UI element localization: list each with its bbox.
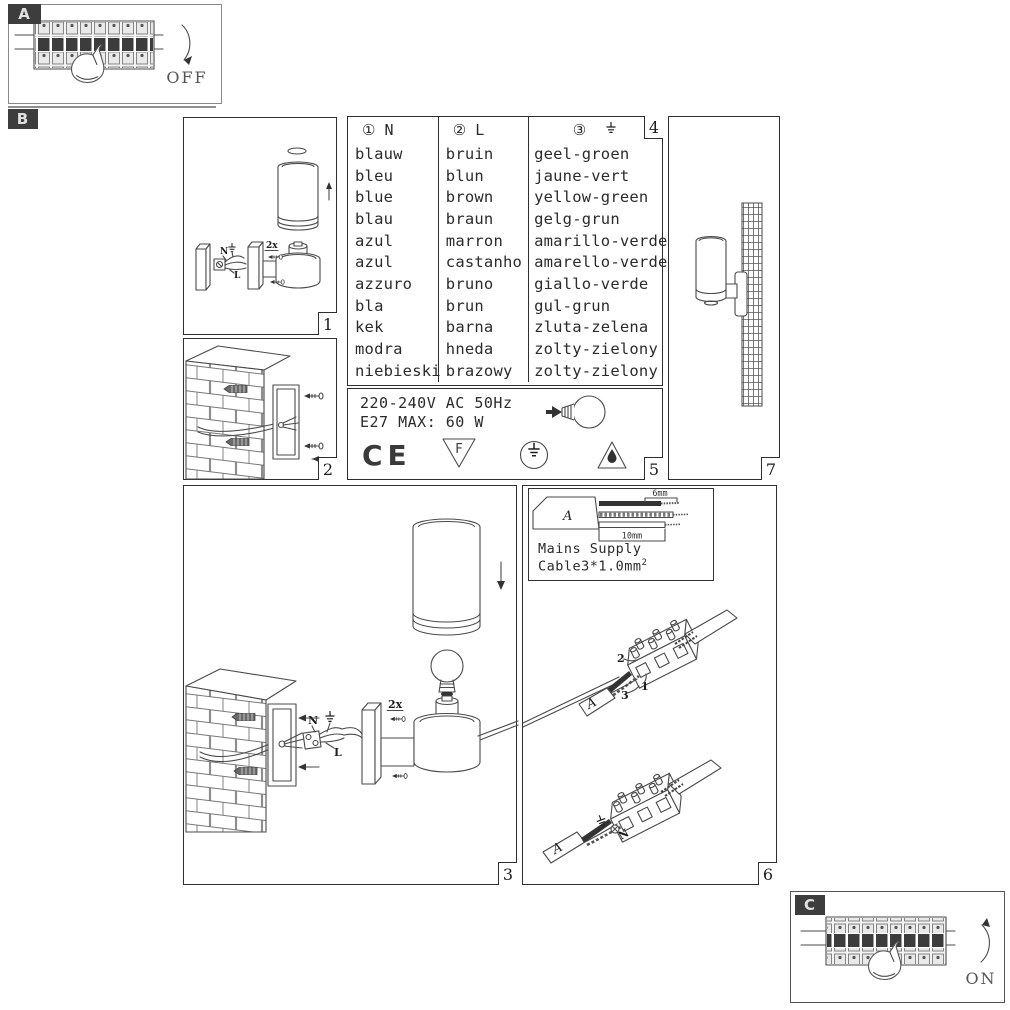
- assembly-illustration: [184, 486, 518, 886]
- earth-icon: [228, 243, 235, 251]
- f-symbol-letter: F: [455, 442, 463, 457]
- off-label: OFF: [166, 68, 208, 87]
- terminal-block: [619, 615, 704, 688]
- panel-number-7: 7: [761, 457, 780, 480]
- panel-7-finished-lamp: [668, 116, 780, 480]
- earth-icon: [326, 711, 335, 721]
- breaker-off-illustration: [9, 5, 223, 105]
- panel-number-5: 5: [644, 457, 663, 480]
- panel-5-specs: [347, 388, 663, 480]
- spec-symbols: [348, 389, 664, 481]
- screw-icon: [268, 255, 282, 260]
- earth-icon: [604, 123, 618, 137]
- screw-icon: [390, 717, 405, 722]
- sheath-label: A: [584, 694, 600, 713]
- brick-wall: [186, 361, 264, 479]
- table-row: azzuro bruno giallo-verde: [348, 273, 662, 295]
- panel-4-wire-table: [347, 116, 668, 386]
- panel-6-terminal-wiring: [522, 485, 777, 885]
- wire-1-label: 1: [641, 680, 649, 693]
- sheath-label: A: [563, 509, 573, 524]
- breaker-toggles: [35, 38, 153, 51]
- bracket-plate: [362, 710, 375, 784]
- voltage-spec: 220-240V AC 50Hz: [360, 394, 513, 412]
- table-row: bla brun gul-grun: [348, 295, 662, 317]
- table-row: azul castanho amarello-verde: [348, 251, 662, 273]
- wall-plate: [196, 249, 206, 290]
- mount-plate-illustration: [184, 339, 338, 481]
- wires: [320, 728, 344, 742]
- wall-anchor-icon: [232, 714, 255, 721]
- mounting-plate: [268, 704, 296, 786]
- table-row: bleu blun jaune-vert: [348, 165, 662, 187]
- panel-number-1: 1: [318, 312, 337, 335]
- badge-b: B: [8, 109, 38, 129]
- arrow-down-curve-icon: [182, 25, 190, 60]
- ce-mark: CE: [362, 439, 412, 472]
- terminal-block: [303, 731, 321, 749]
- table-row: niebieski brazowy zolty-zielony: [348, 360, 662, 382]
- finished-lamp-illustration: [669, 117, 781, 481]
- cable-sheath: [543, 832, 585, 863]
- terminal-blocks-illustration: [523, 486, 778, 886]
- wall-anchor-icon: [224, 386, 247, 393]
- arrow-right-icon: [552, 406, 562, 418]
- bulb-icon: [573, 396, 605, 428]
- neutral-label: N: [308, 714, 319, 727]
- wall-anchor-icon: [226, 439, 249, 446]
- bulb-icon: [431, 650, 463, 682]
- screw-qty-label: 2x: [266, 241, 278, 251]
- bracket-arm: [263, 261, 277, 277]
- divider-line: [8, 106, 216, 108]
- arrow-up-curve-icon: [981, 925, 989, 962]
- on-label: ON: [965, 969, 997, 988]
- badge-a: A: [8, 4, 41, 24]
- neutral-label: N: [616, 826, 632, 843]
- panel-number-4: 4: [644, 116, 663, 139]
- remove-shade-illustration: [184, 118, 338, 336]
- screw-arrow-icon: [298, 764, 319, 771]
- wires: [225, 256, 246, 270]
- screw-icon: [392, 774, 407, 779]
- table-header-row: [348, 117, 662, 143]
- top-cap: [288, 148, 306, 154]
- table-row: modra hneda zolty-zielony: [348, 338, 662, 360]
- breaker-top-row: [827, 918, 945, 933]
- screw-qty-label: 2x: [388, 698, 403, 711]
- header-earth-number: ③: [572, 121, 587, 139]
- mains-supply-label: Mains Supply: [538, 541, 642, 557]
- brick-wall: [186, 686, 266, 832]
- panel-3-assembly: [183, 485, 517, 885]
- lamp-spec: E27 MAX: 60 W: [360, 413, 484, 431]
- table-row: kek barna zluta-zelena: [348, 317, 662, 339]
- lamp-cable: [478, 721, 518, 740]
- table-row: blue brown yellow-green: [348, 186, 662, 208]
- panel-2-mount-plate: [183, 338, 337, 480]
- table-row: blau braun gelg-grun: [348, 208, 662, 230]
- neutral-label: N: [220, 247, 229, 257]
- header-neutral: ① N: [362, 121, 394, 139]
- strip-long-label: 10mm: [621, 531, 643, 542]
- panel-number-2: 2: [318, 457, 337, 480]
- sheath-label: A: [550, 839, 566, 858]
- panel-number-3: 3: [498, 862, 517, 885]
- bracket-arm: [726, 284, 737, 298]
- wire-color-table: [348, 117, 668, 382]
- bracket-plate: [248, 247, 259, 289]
- wall-anchor-icon: [234, 768, 257, 775]
- table-row: azul marron amarillo-verde: [348, 230, 662, 252]
- breaker-toggles: [827, 934, 945, 947]
- breaker-top-row: [35, 22, 153, 37]
- live-label: L: [334, 746, 342, 759]
- screw-icon: [304, 443, 323, 449]
- screw-icon: [304, 393, 323, 399]
- header-live: ② L: [452, 121, 485, 139]
- panel-1-remove-shade: [183, 117, 337, 335]
- strip-short-label: 6mm: [652, 489, 668, 499]
- lamp-shade: [413, 527, 480, 635]
- wire-3-label: 3: [621, 689, 629, 702]
- live-label: L: [234, 271, 241, 281]
- bracket-arm: [381, 738, 414, 766]
- panel-number-6: 6: [758, 862, 777, 885]
- table-row: blauw bruin geel-groen: [348, 143, 662, 165]
- cable-spec-label: $Cable3*1.0mm^2$: [538, 558, 648, 575]
- panel-c-power-on: [790, 891, 1005, 1003]
- wire-2-label: 2: [617, 652, 625, 665]
- badge-c: C: [795, 895, 825, 915]
